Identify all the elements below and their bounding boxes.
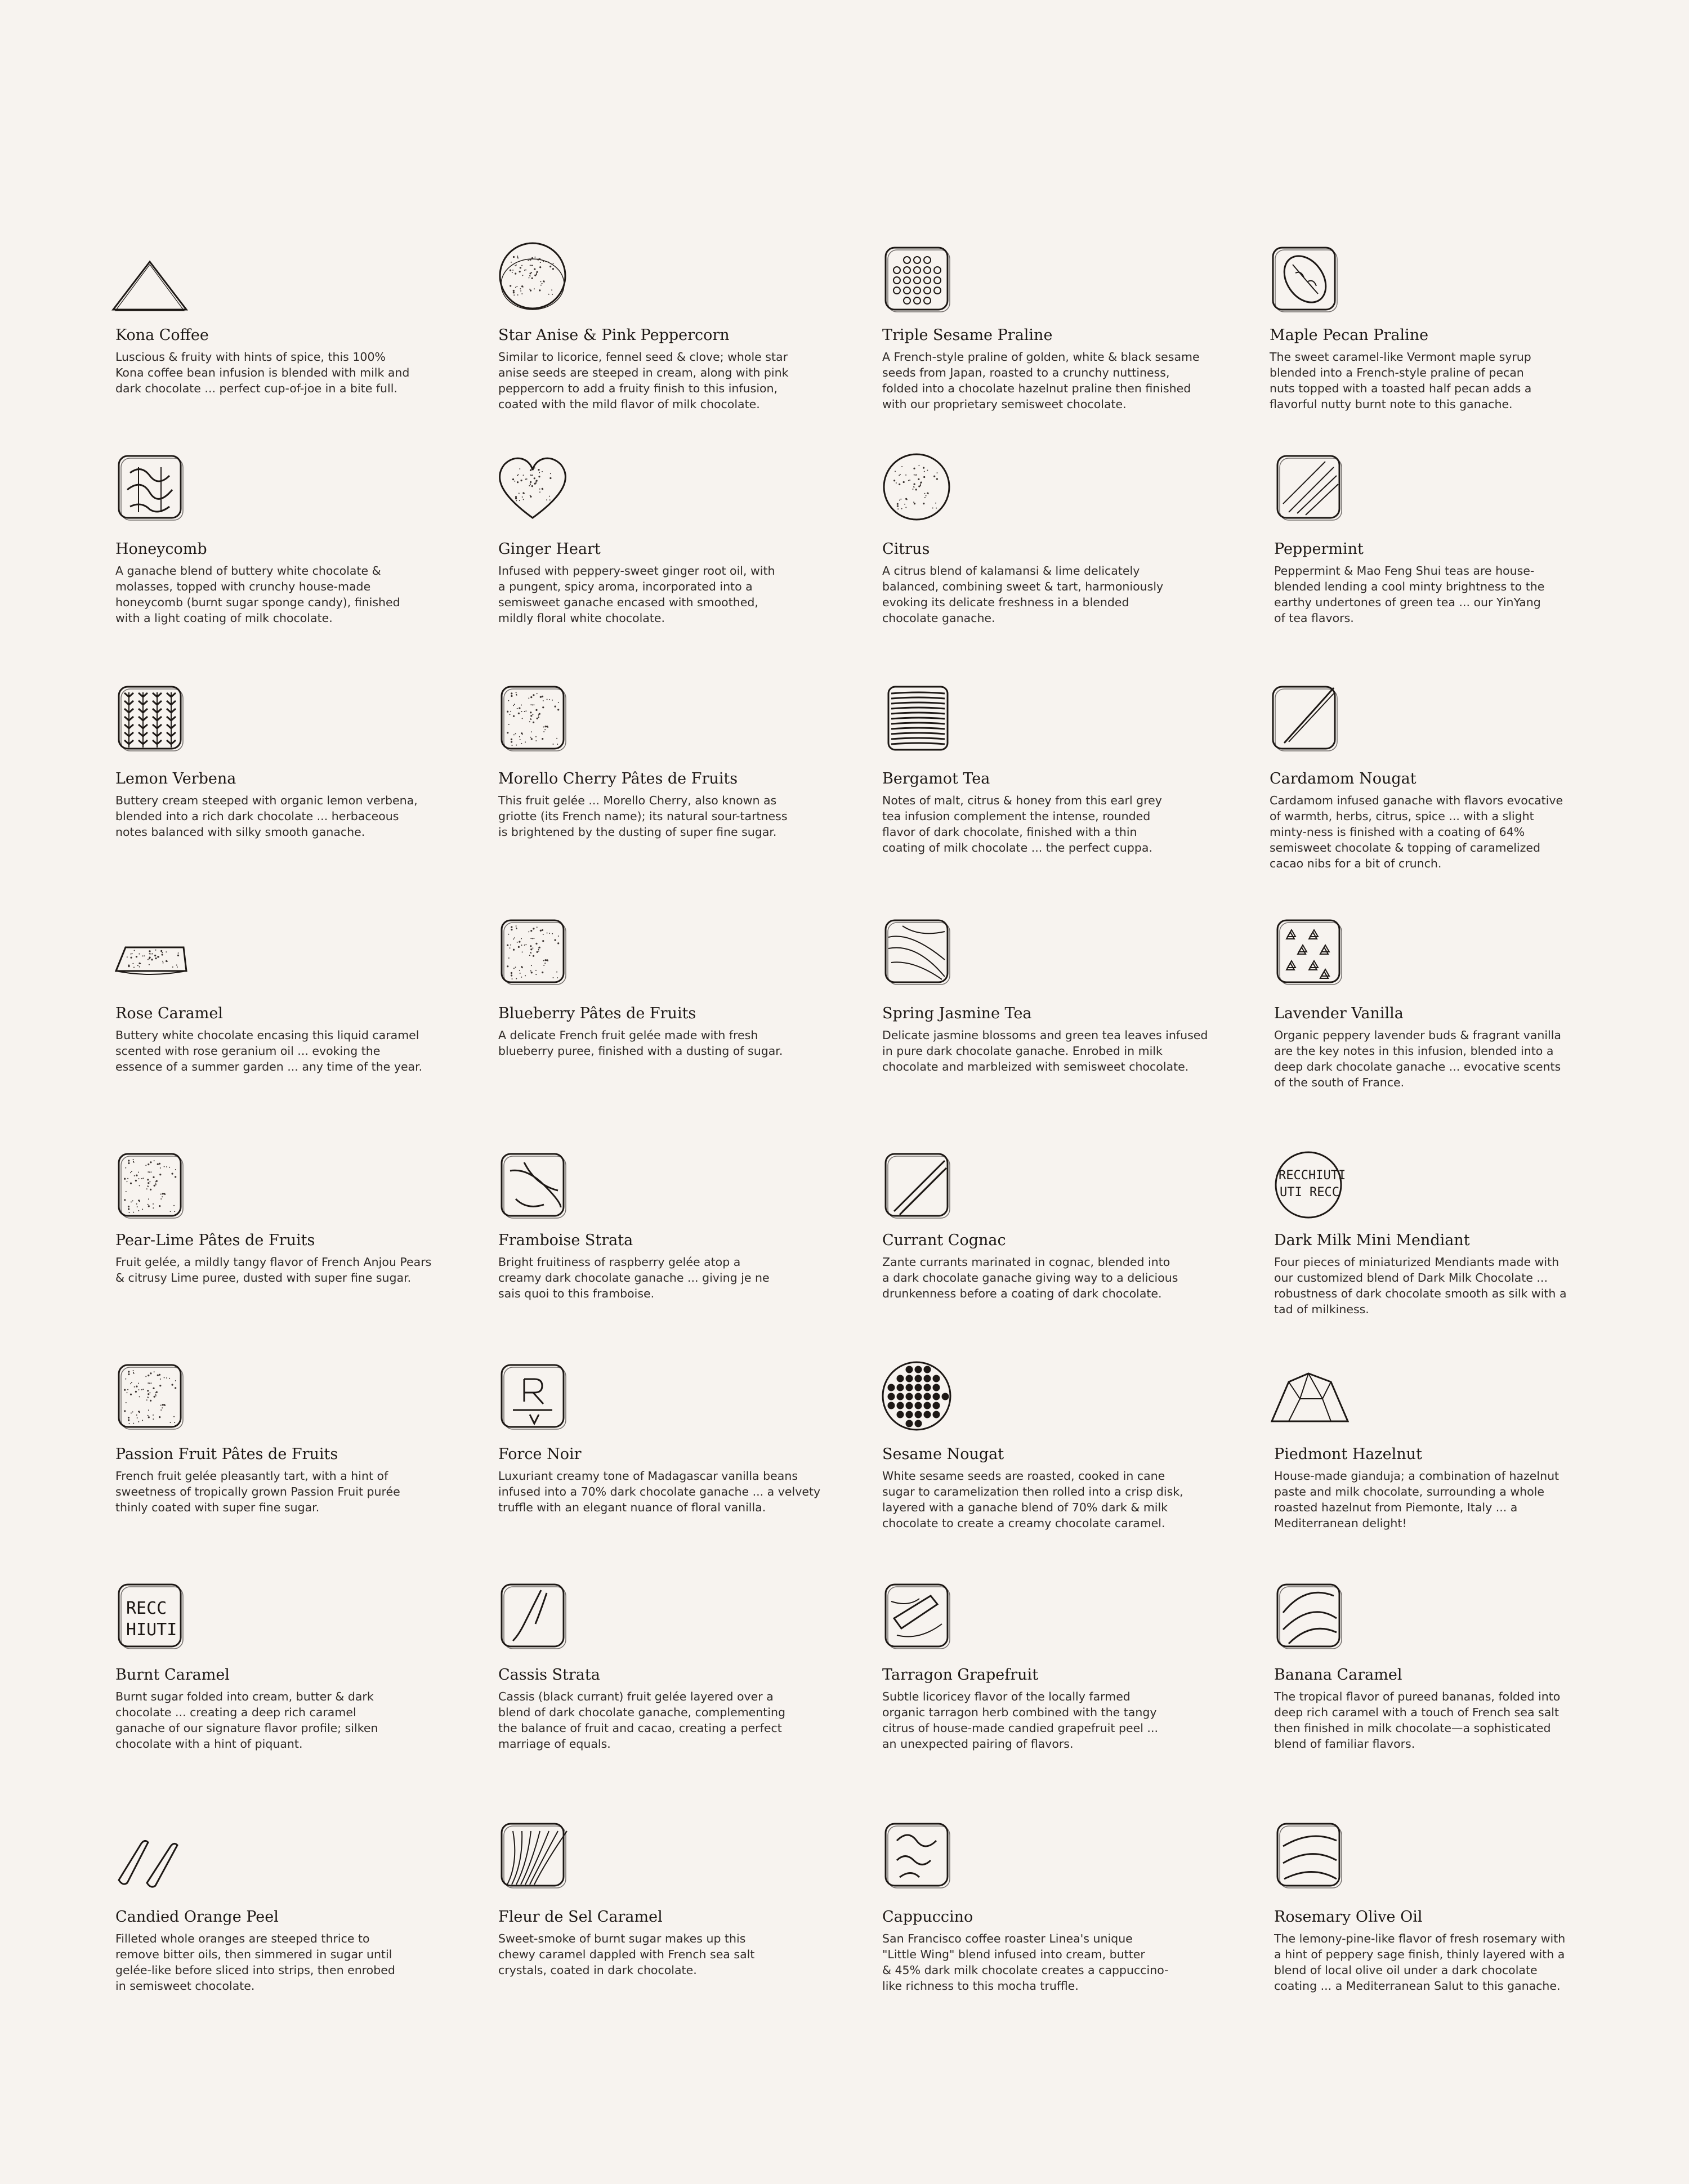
flavor-title: Banana Caramel xyxy=(1274,1666,1402,1684)
svg-text:RECCHIUTI: RECCHIUTI xyxy=(1279,1169,1346,1183)
description-line: Similar to licorice, fennel seed & clove; whole star xyxy=(498,350,788,364)
description-line: ganache of our signature flavor profile; silken xyxy=(115,1721,378,1735)
flavor-description xyxy=(115,1689,442,1752)
description-line: Zante currants marinated in cognac, blended into xyxy=(882,1255,1170,1269)
description-line: Buttery cream steeped with organic lemon verbena, xyxy=(115,794,418,807)
description-line: This fruit gelée ... Morello Cherry, also known as xyxy=(498,794,777,807)
triangle-chocolate-icon xyxy=(108,242,192,315)
description-line: Subtle licoricey flavor of the locally farmed xyxy=(882,1690,1131,1703)
svg-text:RECC: RECC xyxy=(126,1599,167,1618)
description-line: deep dark chocolate ganache ... evocative scents xyxy=(1274,1060,1561,1073)
description-line: Fruit gelée, a mildly tangy flavor of French Anjou Pears xyxy=(115,1255,432,1269)
description-line: blend of familiar flavors. xyxy=(1274,1737,1415,1751)
round-speckled-chocolate-icon xyxy=(490,242,575,315)
faceted-dome-chocolate-icon xyxy=(1266,1359,1351,1433)
flavor-title: Bergamot Tea xyxy=(882,770,990,787)
description-line: of tea flavors. xyxy=(1274,611,1354,625)
dotted-disk-chocolate-icon xyxy=(874,1359,959,1433)
flavor-title: Dark Milk Mini Mendiant xyxy=(1274,1232,1470,1249)
flavor-title: Morello Cherry Pâtes de Fruits xyxy=(498,770,738,787)
flavor-title: Honeycomb xyxy=(115,540,207,558)
flavor-title: Tarragon Grapefruit xyxy=(882,1666,1039,1684)
description-line: sweetness of tropically grown Passion Fruit purée xyxy=(115,1485,400,1498)
flavor-description xyxy=(1274,1468,1601,1531)
flavor-title: Lavender Vanilla xyxy=(1274,1005,1404,1022)
svg-text:UTI RECC: UTI RECC xyxy=(1280,1185,1339,1200)
dotted-square-chocolate-icon xyxy=(874,242,959,315)
flavor-title: Spring Jasmine Tea xyxy=(882,1005,1032,1022)
curved-stripe-chocolate-icon xyxy=(1266,1818,1351,1891)
description-line: a pungent, spicy aroma, incorporated into a xyxy=(498,580,753,593)
flavor-title: Ginger Heart xyxy=(498,540,601,558)
flavor-title: Citrus xyxy=(882,540,930,558)
flavor-description xyxy=(498,1468,825,1515)
description-line: minty-ness is finished with a coating of 64% xyxy=(1270,825,1525,839)
flavor-description xyxy=(1274,563,1601,626)
description-line: evoking its delicate freshness in a blended xyxy=(882,596,1129,609)
description-line: paste and milk chocolate, surrounding a whole xyxy=(1274,1485,1544,1498)
flavor-description xyxy=(882,1254,1209,1301)
description-line: flavor of dark chocolate, finished with a thin xyxy=(882,825,1137,839)
description-line: drunkenness before a coating of dark chocolate. xyxy=(882,1287,1162,1300)
description-line: sais quoi to this framboise. xyxy=(498,1287,655,1300)
description-line: Cardamom infused ganache with flavors evocative xyxy=(1270,794,1563,807)
description-line: blend of dark chocolate ganache, complementing xyxy=(498,1706,786,1719)
description-line: flavorful nutty burnt note to this ganache. xyxy=(1270,397,1513,411)
flavor-description xyxy=(115,1027,442,1075)
description-line: honeycomb (burnt sugar sponge candy), finished xyxy=(115,596,400,609)
description-line: San Francisco coffee roaster Linea's unique xyxy=(882,1932,1133,1945)
description-line: A delicate French fruit gelée made with fresh xyxy=(498,1028,758,1042)
description-line: chocolate and marbleized with semisweet chocolate. xyxy=(882,1060,1189,1073)
stamped-round-chocolate-icon xyxy=(1266,1148,1351,1221)
description-line: deep rich caramel with a touch of French sea salt xyxy=(1274,1706,1560,1719)
description-line: of the south of France. xyxy=(1274,1076,1405,1089)
description-line: blueberry puree, finished with a dusting of sugar. xyxy=(498,1044,783,1058)
description-line: organic tarragon herb combined with the tangy xyxy=(882,1706,1157,1719)
flavor-description xyxy=(1274,1931,1601,1994)
description-line: sugar to caramelization then rolled into a crisp disk, xyxy=(882,1485,1183,1498)
flavor-title: Fleur de Sel Caramel xyxy=(498,1908,663,1926)
flavor-title: Triple Sesame Praline xyxy=(882,326,1053,344)
flavor-title: Star Anise & Pink Peppercorn xyxy=(498,326,730,344)
flavor-title: Blueberry Pâtes de Fruits xyxy=(498,1005,696,1022)
flavor-description xyxy=(115,563,442,626)
description-line: chewy caramel dappled with French sea salt xyxy=(498,1948,755,1961)
flavor-description xyxy=(1270,793,1596,871)
description-line: balanced, combining sweet & tart, harmoniously xyxy=(882,580,1164,593)
description-line: semisweet ganache encased with smoothed, xyxy=(498,596,758,609)
description-line: A French-style praline of golden, white & black sesame xyxy=(882,350,1200,364)
description-line: House-made gianduja; a combination of hazelnut xyxy=(1274,1469,1560,1483)
heart-chocolate-icon xyxy=(490,450,575,523)
flavor-title: Rosemary Olive Oil xyxy=(1274,1908,1423,1926)
flavor-description xyxy=(882,1027,1209,1075)
description-line: Delicate jasmine blossoms and green tea leaves infused xyxy=(882,1028,1208,1042)
flavor-description xyxy=(115,1254,442,1286)
flavor-description xyxy=(498,349,825,412)
description-line: blended into a French-style praline of pecan xyxy=(1270,366,1524,379)
marbled-chocolate-icon xyxy=(874,915,959,988)
description-line: Luxuriant creamy tone of Madagascar vanilla beans xyxy=(498,1469,798,1483)
r-logo-chocolate-icon xyxy=(490,1359,575,1433)
description-line: The lemony-pine-like flavor of fresh rosemary with xyxy=(1274,1932,1566,1945)
description-line: truffle with an elegant nuance of floral vanilla. xyxy=(498,1501,766,1514)
striped-square-chocolate-icon xyxy=(1266,450,1351,523)
description-line: The sweet caramel-like Vermont maple syrup xyxy=(1270,350,1531,364)
svg-text:HIUTI: HIUTI xyxy=(126,1620,177,1640)
description-line: the balance of fruit and cacao, creating a perfect xyxy=(498,1721,782,1735)
description-line: thinly coated with super fine sugar. xyxy=(115,1501,320,1514)
trefoil-pattern-chocolate-icon xyxy=(1266,915,1351,988)
description-line: essence of a summer garden ... any time of the year. xyxy=(115,1060,423,1073)
description-line: Burnt sugar folded into cream, butter & dark xyxy=(115,1690,374,1703)
description-line: blend of local olive oil under a dark chocolate xyxy=(1274,1963,1538,1977)
description-line: Peppermint & Mao Feng Shui teas are house- xyxy=(1274,564,1535,578)
description-line: of warmth, herbs, citrus, spice ... with a slight xyxy=(1270,809,1534,823)
description-line: Organic peppery lavender buds & fragrant vanilla xyxy=(1274,1028,1561,1042)
description-line: in semisweet chocolate. xyxy=(115,1979,255,1993)
wavy-square-chocolate-icon xyxy=(490,1818,575,1891)
round-citrus-chocolate-icon xyxy=(874,450,959,523)
description-line: Luscious & fruity with hints of spice, this 100% xyxy=(115,350,386,364)
flavor-title: Force Noir xyxy=(498,1445,582,1463)
description-line: Four pieces of miniaturized Mendiants made with xyxy=(1274,1255,1560,1269)
flavor-title: Cappuccino xyxy=(882,1908,973,1926)
description-line: peppercorn to add a fruity finish to this infusion, xyxy=(498,382,778,395)
flavor-description xyxy=(115,349,442,396)
flavor-description xyxy=(498,1689,825,1752)
description-line: an unexpected pairing of flavors. xyxy=(882,1737,1074,1751)
flavor-description xyxy=(882,793,1209,856)
flavor-description xyxy=(498,563,825,626)
flavor-title: Sesame Nougat xyxy=(882,1445,1004,1463)
flavor-description xyxy=(882,1689,1209,1752)
description-line: Notes of malt, citrus & honey from this earl grey xyxy=(882,794,1162,807)
description-line: chocolate to create a creamy chocolate caramel. xyxy=(882,1516,1165,1530)
flavor-description xyxy=(498,1254,825,1301)
flavor-title: Currant Cognac xyxy=(882,1232,1006,1249)
description-line: molasses, topped with crunchy house-made xyxy=(115,580,371,593)
flavor-description xyxy=(882,1468,1209,1531)
description-line: folded into a chocolate hazelnut praline then finished xyxy=(882,382,1191,395)
flavor-description xyxy=(115,1931,442,1994)
description-line: creamy dark chocolate ganache ... giving je ne xyxy=(498,1271,770,1285)
description-line: marriage of equals. xyxy=(498,1737,611,1751)
flavor-description xyxy=(1270,349,1596,412)
flavor-description xyxy=(1274,1027,1601,1090)
description-line: Bright fruitiness of raspberry gelée atop a xyxy=(498,1255,741,1269)
description-line: are the key notes in this infusion, blended into a xyxy=(1274,1044,1554,1058)
description-line: Buttery white chocolate encasing this liquid caramel xyxy=(115,1028,419,1042)
flavor-title: Piedmont Hazelnut xyxy=(1274,1445,1422,1463)
description-line: Mediterranean delight! xyxy=(1274,1516,1407,1530)
description-line: roasted hazelnut from Piemonte, Italy ... a xyxy=(1274,1501,1518,1514)
description-line: remove bitter oils, then simmered in sugar until xyxy=(115,1948,392,1961)
description-line: A ganache blend of buttery white chocolate & xyxy=(115,564,381,578)
description-line: a dark chocolate ganache giving way to a delicious xyxy=(882,1271,1178,1285)
sugared-square-icon xyxy=(490,915,575,988)
description-line: Infused with peppery-sweet ginger root oil, with xyxy=(498,564,775,578)
flavor-description xyxy=(498,1027,825,1059)
description-line: French fruit gelée pleasantly tart, with a hint of xyxy=(115,1469,388,1483)
description-line: mildly floral white chocolate. xyxy=(498,611,665,625)
description-line: coating of milk chocolate ... the perfect cuppa. xyxy=(882,841,1152,854)
description-line: chocolate with a hint of piquant. xyxy=(115,1737,303,1751)
description-line: The tropical flavor of pureed bananas, folded into xyxy=(1274,1690,1561,1703)
description-line: with our proprietary semisweet chocolate. xyxy=(882,397,1127,411)
description-line: is brightened by the dusting of super fine sugar. xyxy=(498,825,777,839)
flavor-description xyxy=(1274,1689,1601,1752)
description-line: White sesame seeds are roasted, cooked in cane xyxy=(882,1469,1165,1483)
description-line: dark chocolate ... perfect cup-of-joe in a bite full. xyxy=(115,382,397,395)
description-line: gelée-like before sliced into strips, then enrobed xyxy=(115,1963,395,1977)
flavor-description xyxy=(498,1931,825,1978)
description-line: coating ... a Mediterranean Salut to this ganache. xyxy=(1274,1979,1561,1993)
flavor-description xyxy=(882,349,1209,412)
honeycomb-chocolate-icon xyxy=(108,450,192,523)
description-line: Sweet-smoke of burnt sugar makes up this xyxy=(498,1932,746,1945)
leaf-pattern-chocolate-icon xyxy=(108,681,192,754)
flavor-title: Cassis Strata xyxy=(498,1666,600,1684)
flavor-description xyxy=(1274,1254,1601,1317)
description-line: chocolate ganache. xyxy=(882,611,995,625)
flavor-description xyxy=(115,793,442,840)
sugared-square-icon xyxy=(490,681,575,754)
sugared-square-icon xyxy=(108,1148,192,1221)
lettered-square-chocolate-icon xyxy=(108,1579,192,1652)
flat-bar-chocolate-icon xyxy=(108,915,192,988)
sugared-square-icon xyxy=(108,1359,192,1433)
flavor-description xyxy=(498,793,825,840)
description-line: in pure dark chocolate ganache. Enrobed in milk xyxy=(882,1044,1163,1058)
drizzled-square-chocolate-icon xyxy=(490,1579,575,1652)
description-line: & 45% dark milk chocolate creates a cappuccino- xyxy=(882,1963,1169,1977)
description-line: Cassis (black currant) fruit gelée layered over a xyxy=(498,1690,774,1703)
flavor-title: Burnt Caramel xyxy=(115,1666,230,1684)
description-line: citrus of house-made candied grapefruit peel ... xyxy=(882,1721,1158,1735)
diagonal-stroke-chocolate-icon xyxy=(1262,681,1346,754)
ribbed-chocolate-icon xyxy=(874,681,959,754)
description-line: notes balanced with silky smooth ganache. xyxy=(115,825,365,839)
description-line: layered with a ganache blend of 70% dark & milk xyxy=(882,1501,1168,1514)
flavor-title: Framboise Strata xyxy=(498,1232,633,1249)
description-line: & citrusy Lime puree, dusted with super fine sugar. xyxy=(115,1271,412,1285)
description-line: A citrus blend of kalamansi & lime delicately xyxy=(882,564,1140,578)
description-line: semisweet chocolate & topping of caramelized xyxy=(1270,841,1541,854)
description-line: anise seeds are steeped in cream, along with pink xyxy=(498,366,789,379)
peel-topped-chocolate-icon xyxy=(874,1579,959,1652)
description-line: tad of milkiness. xyxy=(1274,1303,1369,1316)
description-line: chocolate ... creating a deep rich caramel xyxy=(115,1706,356,1719)
squiggle-square-chocolate-icon xyxy=(874,1818,959,1891)
swirl-square-chocolate-icon xyxy=(490,1148,575,1221)
description-line: nuts topped with a toasted half pecan adds a xyxy=(1270,382,1532,395)
orange-peel-strips-icon xyxy=(108,1818,192,1891)
description-line: scented with rose geranium oil ... evoking the xyxy=(115,1044,381,1058)
description-line: "Little Wing" blend infused into cream, butter xyxy=(882,1948,1145,1961)
description-line: our customized blend of Dark Milk Chocolate ... xyxy=(1274,1271,1548,1285)
flavor-title: Cardamom Nougat xyxy=(1270,770,1417,787)
banana-pattern-chocolate-icon xyxy=(1266,1579,1351,1652)
description-line: infused into a 70% dark chocolate ganache ... a velvety xyxy=(498,1485,821,1498)
flavor-title: Rose Caramel xyxy=(115,1005,223,1022)
description-line: with a light coating of milk chocolate. xyxy=(115,611,333,625)
description-line: crystals, coated in dark chocolate. xyxy=(498,1963,697,1977)
description-line: tea infusion complement the intense, rounded xyxy=(882,809,1151,823)
description-line: robustness of dark chocolate smooth as silk with a xyxy=(1274,1287,1567,1300)
flavor-description xyxy=(882,1931,1209,1994)
flavor-title: Pear-Lime Pâtes de Fruits xyxy=(115,1232,315,1249)
description-line: like richness to this mocha truffle. xyxy=(882,1979,1079,1993)
flavor-title: Peppermint xyxy=(1274,540,1364,558)
description-line: then finished in milk chocolate—a sophisticated xyxy=(1274,1721,1551,1735)
flavor-title: Lemon Verbena xyxy=(115,770,236,787)
diagonal-lines-chocolate-icon xyxy=(874,1148,959,1221)
description-line: Filleted whole oranges are steeped thrice to xyxy=(115,1932,370,1945)
description-line: blended lending a cool minty brightness to the xyxy=(1274,580,1545,593)
description-line: a hint of peppery sage finish, thinly layered with a xyxy=(1274,1948,1565,1961)
description-line: cacao nibs for a bit of crunch. xyxy=(1270,857,1442,870)
description-line: griotte (its French name); its natural sour-tartness xyxy=(498,809,788,823)
pecan-chocolate-icon xyxy=(1262,242,1346,315)
flavor-title: Maple Pecan Praline xyxy=(1270,326,1429,344)
flavor-description xyxy=(115,1468,442,1515)
flavor-title: Candied Orange Peel xyxy=(115,1908,279,1926)
description-line: coated with the mild flavor of milk chocolate. xyxy=(498,397,760,411)
flavor-title: Passion Fruit Pâtes de Fruits xyxy=(115,1445,338,1463)
flavor-description xyxy=(882,563,1209,626)
flavor-title: Kona Coffee xyxy=(115,326,209,344)
description-line: earthy undertones of green tea ... our YinYang xyxy=(1274,596,1541,609)
description-line: Kona coffee bean infusion is blended with milk and xyxy=(115,366,410,379)
description-line: blended into a rich dark chocolate ... herbaceous xyxy=(115,809,399,823)
description-line: seeds from Japan, roasted to a crunchy nuttiness, xyxy=(882,366,1170,379)
